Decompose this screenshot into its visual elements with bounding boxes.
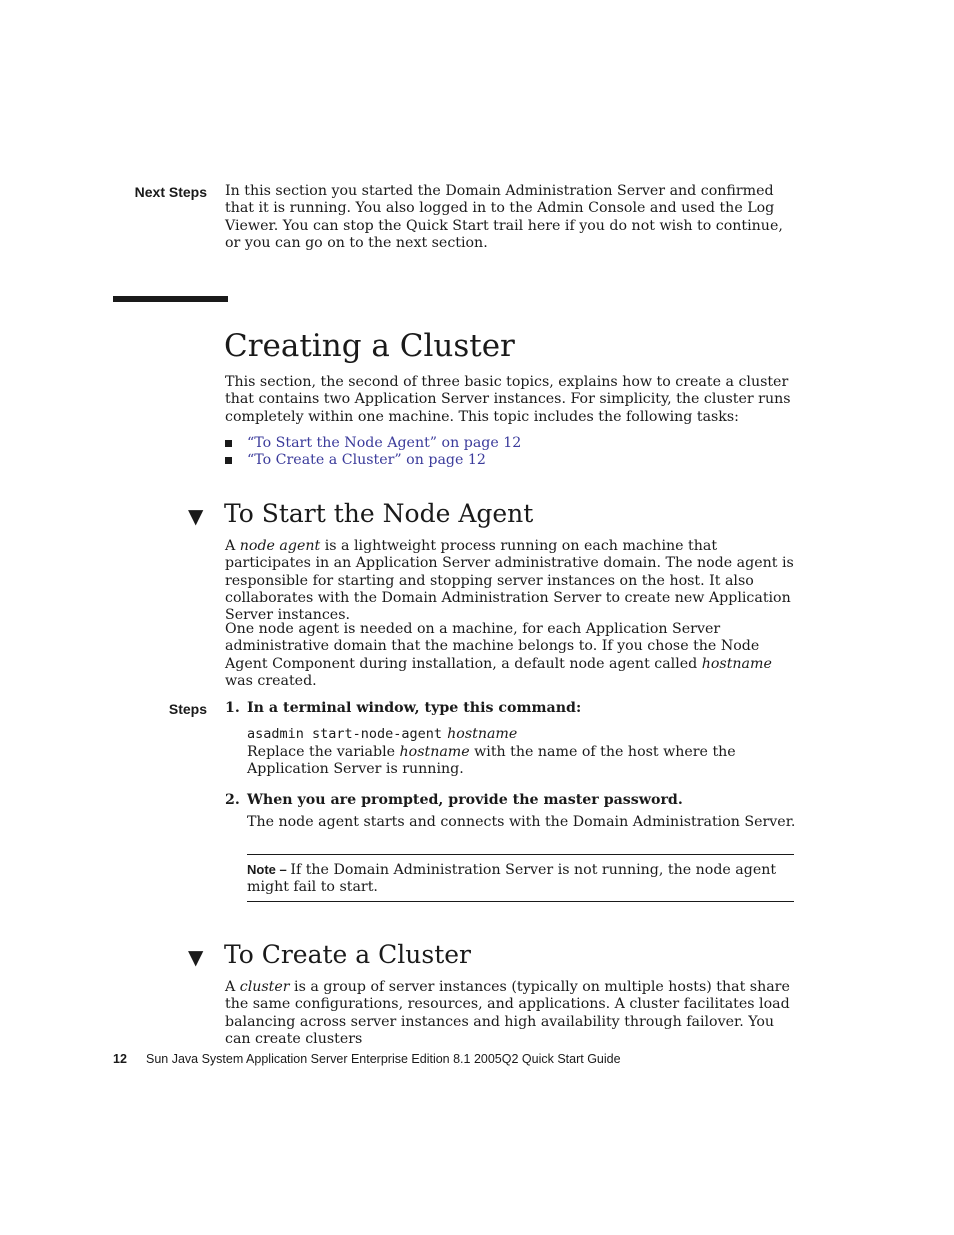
link-start-node-agent[interactable]: “To Start the Node Agent” on page 12: [247, 435, 522, 451]
step-2-title: When you are prompted, provide the master password.: [247, 792, 683, 808]
step-1-number: 1.: [225, 700, 240, 716]
step-2-text: The node agent starts and connects with the Domain Administration Server.: [247, 814, 796, 830]
step-1-text: Replace the variable hostname with the name of the host where the Application Server is running.: [247, 744, 736, 778]
heading-start-node-agent: To Start the Node Agent: [224, 499, 534, 528]
list-item: [225, 452, 800, 469]
term-hostname: hostname: [701, 655, 772, 672]
section-intro: This section, the second of three basic topics, explains how to create a cluster that contains two Application Server instances. For simplicity, the cluster runs completely within one machine. This topic includes the following tasks:: [225, 374, 791, 425]
bullet-icon: [225, 457, 232, 464]
command-variable: hostname: [447, 726, 518, 742]
node-agent-para-2: One node agent is needed on a machine, for each Application Server administrative domain that the machine belongs to. If you chose the Node Agent Component during installation, a default node agent called hostname was created.: [225, 621, 772, 689]
section-title: Creating a Cluster: [224, 328, 515, 364]
step-2-number: 2.: [225, 792, 240, 808]
page-number: 12: [113, 1052, 127, 1066]
node-agent-para-1: A node agent is a lightweight process running on each machine that participates in an Application Server administrative domain. The node agent is responsible for starting and stopping server instances on the host. It also collaborates with the Domain Administration Server to create new Application Server instances.: [225, 538, 794, 624]
steps-label: Steps: [168, 701, 207, 717]
triangle-down-icon: ▼: [188, 945, 204, 969]
triangle-down-icon: ▼: [188, 504, 204, 528]
create-cluster-para-1: A cluster is a group of server instances (typically on multiple hosts) that share the same configurations, resources, and applications. A cluster facilitates load balancing across server instances and high availability through failover. You can create clusters: [225, 979, 790, 1047]
note-bottom-rule: [247, 901, 794, 902]
note-text: If the Domain Administration Server is not running, the node agent might fail to start.: [247, 862, 777, 896]
step-1-title: In a terminal window, type this command:: [247, 700, 582, 716]
heading-create-cluster: To Create a Cluster: [224, 940, 471, 969]
note: [247, 861, 794, 897]
term-node-agent: node agent: [239, 538, 321, 554]
term-cluster: cluster: [239, 979, 290, 995]
book-title: Sun Java System Application Server Enterprise Edition 8.1 2005Q2 Quick Start Guide: [146, 1052, 621, 1066]
next-steps-text: In this section you started the Domain Administration Server and confirmed that it is running. You also logged in to the Admin Console and used the Log Viewer. You can stop the Quick Start trail here if you do not wish to continue, or you can go on to the next section.: [225, 183, 783, 251]
step-1-command: asadmin start-node-agent hostname: [247, 726, 518, 742]
next-steps-label: Next Steps: [134, 184, 207, 200]
task-list: [225, 435, 800, 470]
section-rule: [113, 296, 228, 302]
list-item: [225, 435, 800, 452]
note-label: Note –: [247, 862, 291, 877]
bullet-icon: [225, 440, 232, 447]
link-create-cluster[interactable]: “To Create a Cluster” on page 12: [247, 452, 486, 469]
note-top-rule: [247, 854, 794, 855]
